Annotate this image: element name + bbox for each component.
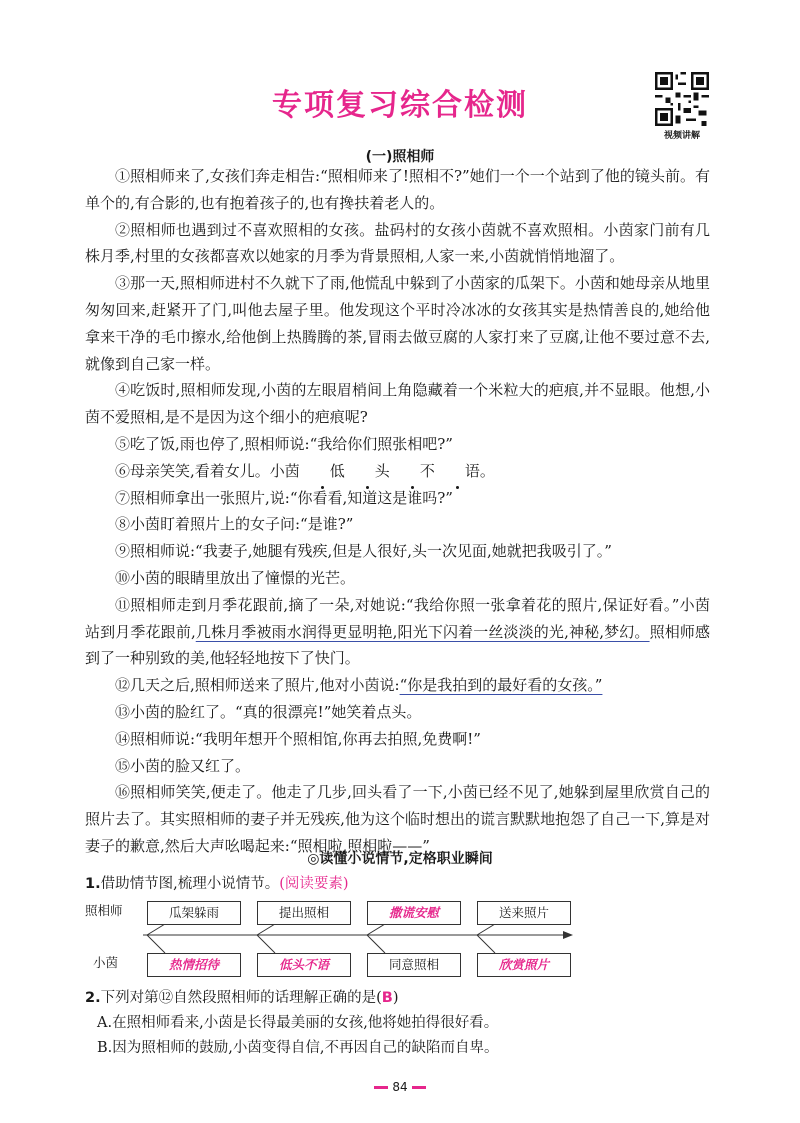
emphasis-char: 不 [390, 458, 435, 485]
paragraph-4: ④吃饭时,照相师发现,小茵的左眼眉梢间上角隐藏着一个米粒大的疤痕,并不显眼。他想,小茵不爱照相,是不是因为这个细小的疤痕呢? [85, 381, 710, 427]
paragraph-7: ⑦照相师拿出一张照片,说:“你看看,知道这是谁吗?” [115, 488, 453, 507]
paragraph-3: ③那一天,照相师进村不久就下了雨,他慌乱中躲到了小茵家的瓜架下。小茵和她母亲从地里匆匆回来,赶紧开了门,叫他去屋子里。他发现这个平时冷冰冰的女孩其实是热情善良的,她给他拿来干净的毛巾擦水,给他倒上热腾腾的茶,冒雨去做豆腐的人家打来了豆腐,让他不要过意不去,就像到自己家一样。 [85, 274, 710, 373]
plot-diagram [85, 892, 585, 982]
paragraph-16: ⑯照相师笑笑,便走了。他走了几步,回头看了一下,小茵已经不见了,她躲到屋里欣赏自己的照片去了。其实照相师的妻子并无残疾,他为这个临时想出的谎言默默地抱怨了自己一下,算是对妻子的歉意,然后大声吆喝起来:“照相啦,照相啦——” [85, 783, 710, 855]
plot-box-bottom-1: 热情招待 [147, 953, 241, 977]
paragraph-6: ⑥母亲笑笑,看着女儿。小茵 低 头 不 语。 [85, 458, 710, 485]
question-1: 1.借助情节图,梳理小说情节。(阅读要素) [85, 876, 349, 892]
option-a: A.在照相师看来,小茵是长得最美丽的女孩,他将她拍得很好看。 [97, 1015, 499, 1031]
paragraph-10: ⑩小茵的眼睛里放出了憧憬的光芒。 [115, 568, 356, 587]
emphasis-char: 语 [435, 458, 480, 485]
paragraph-12: ⑫几天之后,照相师送来了照片,他对小茵说:“你是我拍到的最好看的女孩。” [115, 676, 603, 695]
emphasis-char: 低 [300, 458, 345, 485]
section-heading: ◎读懂小说情节,定格职业瞬间 [307, 851, 493, 867]
label-xiaoyin: 小茵 [93, 955, 119, 970]
reading-tag: (阅读要素) [279, 876, 349, 892]
label-photographer: 照相师 [85, 903, 123, 918]
paragraph-14: ⑭照相师说:“我明年想开个照相馆,你再去拍照,免费啊!” [115, 729, 481, 748]
qr-code[interactable] [655, 72, 709, 126]
page-title: 专项复习综合检测 [272, 88, 528, 123]
emphasis-char: 头 [345, 458, 390, 485]
question-2: 2.下列对第⑫自然段照相师的话理解正确的是(B) [85, 990, 399, 1006]
story-title: (一)照相师 [365, 149, 435, 165]
paragraph-1: ①照相师来了,女孩们奔走相告:“照相师来了!照相不?”她们一个一个站到了他的镜头前。有单个的,有合影的,也有抱着孩子的,也有搀扶着老人的。 [85, 167, 710, 212]
paragraph-15: ⑮小茵的脸又红了。 [115, 756, 251, 775]
story-text [85, 163, 710, 860]
plot-box-bottom-3: 同意照相 [367, 953, 461, 977]
plot-box-top-2: 提出照相 [257, 901, 351, 925]
paragraph-2: ②照相师也遇到过不喜欢照相的女孩。盐码村的女孩小茵就不喜欢照相。小茵家门前有几株月季,村里的女孩都喜欢以她家的月季为背景照相,人家一来,小茵就悄悄地溜了。 [85, 220, 710, 266]
plot-box-bottom-4: 欣赏照片 [477, 953, 571, 977]
paragraph-13: ⑬小茵的脸红了。“真的很漂亮!”她笑着点头。 [115, 702, 422, 721]
option-b: B.因为照相师的鼓励,小茵变得自信,不再因自己的缺陷而自卑。 [97, 1040, 499, 1056]
qr-caption: 视频讲解 [663, 131, 700, 141]
paragraph-9: ⑨照相师说:“我妻子,她腿有残疾,但是人很好,头一次见面,她就把我吸引了。” [115, 542, 612, 561]
paragraph-5: ⑤吃了饭,雨也停了,照相师说:“我给你们照张相吧?” [115, 434, 453, 453]
page-number: 84 [0, 1080, 800, 1094]
plot-box-bottom-2: 低头不语 [257, 953, 351, 977]
plot-box-top-3: 撒谎安慰 [367, 901, 461, 925]
answer-mark: B [381, 990, 393, 1006]
plot-box-top-1: 瓜架躲雨 [147, 901, 241, 925]
underlined-quote: “你是我拍到的最好看的女孩。” [399, 676, 603, 695]
underlined-sentence: 几株月季被雨水润得更显明艳,阳光下闪着一丝淡淡的光,神秘,梦幻。 [195, 622, 650, 641]
plot-box-top-4: 送来照片 [477, 901, 571, 925]
paragraph-11: ⑪照相师走到月季花跟前,摘了一朵,对她说:“我给你照一张拿着花的照片,保证好看。”小茵站到月季花跟前,几株月季被雨水润得更显明艳,阳光下闪着一丝淡淡的光,神秘,梦幻。照相师感到了一种别致的美,他轻轻地按下了快门。 [85, 595, 710, 668]
paragraph-8: ⑧小茵盯着照片上的女子问:“是谁?” [115, 515, 354, 534]
